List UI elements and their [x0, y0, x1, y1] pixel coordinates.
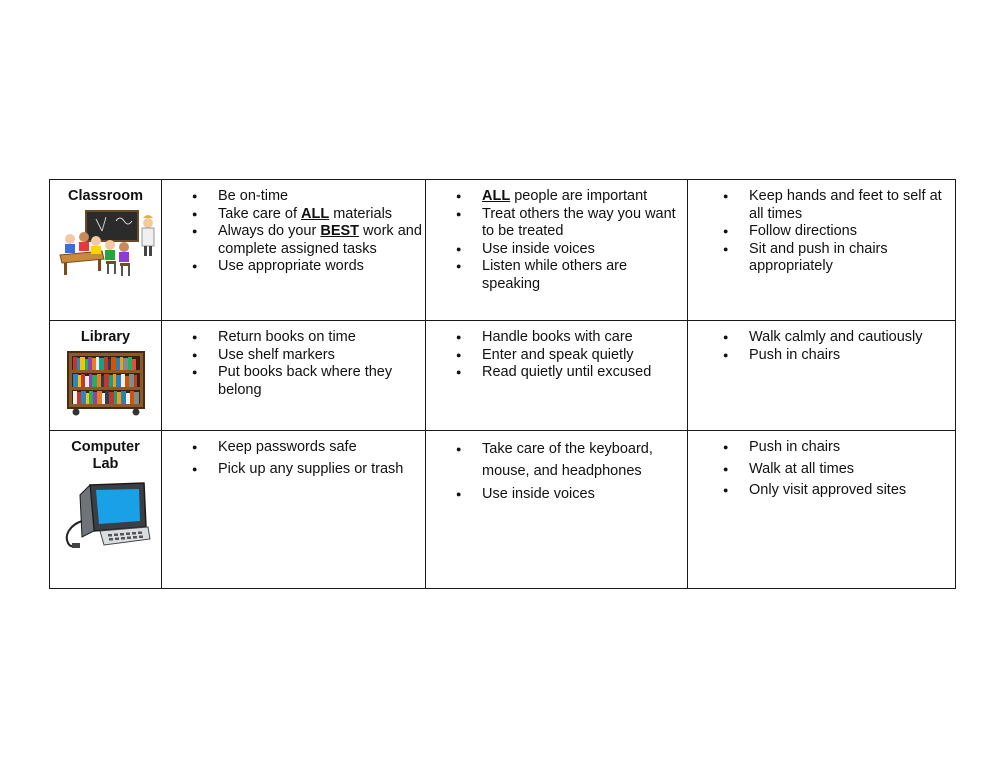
rule-text: people are important	[510, 188, 648, 204]
table-row-computer-lab	[50, 431, 956, 589]
rule-list	[162, 439, 425, 478]
rule-list	[426, 188, 687, 294]
list-item: ● Pick up any supplies or trash	[192, 461, 425, 479]
respectful-cell-library	[426, 321, 688, 431]
list-item: ● Follow directions	[723, 223, 955, 241]
computer-icon	[60, 481, 152, 555]
list-item: ● Take care of the keyboard, mouse, and headphones	[456, 439, 687, 482]
rule-text: Always do your	[218, 223, 321, 240]
list-item: ● Push in chairs	[723, 347, 955, 365]
rule-list	[162, 329, 425, 399]
setting-name: Classroom	[68, 188, 143, 204]
responsible-cell-classroom	[162, 180, 426, 321]
setting-name: Computer Lab	[71, 439, 140, 472]
respectful-cell-classroom	[426, 180, 688, 321]
emphasis-text: BEST	[320, 223, 360, 240]
list-item	[192, 223, 425, 258]
rule-list	[688, 188, 955, 276]
safe-cell-library	[688, 321, 956, 431]
list-item: ● Be on-time	[192, 188, 425, 206]
rule-list	[426, 329, 687, 382]
list-item: ● Listen while others are speaking	[456, 258, 687, 293]
setting-cell-classroom	[50, 180, 162, 321]
list-item: ● Push in chairs	[723, 439, 955, 457]
list-item: ● Return books on time	[192, 329, 425, 347]
behavior-matrix-table	[49, 179, 956, 589]
rule-list	[688, 439, 955, 500]
rule-list	[162, 188, 425, 276]
safe-cell-classroom	[688, 180, 956, 321]
list-item: ● Read quietly until excused	[456, 364, 687, 382]
list-item: ● Keep hands and feet to self at all times	[723, 188, 955, 223]
list-item	[456, 188, 687, 206]
list-item: ● Use inside voices	[456, 241, 687, 259]
responsible-cell-library	[162, 321, 426, 431]
rule-list	[426, 439, 687, 504]
rule-text: materials	[329, 205, 393, 222]
list-item: ● Keep passwords safe	[192, 439, 425, 457]
setting-cell-computer-lab	[50, 431, 162, 589]
list-item: ● Walk calmly and cautiously	[723, 329, 955, 347]
list-item: ● Sit and push in chairs appropriately	[723, 241, 955, 276]
list-item: ● Walk at all times	[723, 461, 955, 479]
table-row-library	[50, 321, 956, 431]
list-item: ● Use appropriate words	[192, 258, 425, 276]
bookshelf-icon	[66, 350, 146, 416]
emphasis-text: ALL	[301, 205, 330, 222]
emphasis-text: ALL	[482, 188, 511, 204]
classroom-icon	[56, 209, 156, 279]
safe-cell-computer-lab	[688, 431, 956, 589]
responsible-cell-computer-lab	[162, 431, 426, 589]
rule-text: Take care of	[218, 205, 302, 222]
table-row-classroom	[50, 180, 956, 321]
setting-name: Library	[80, 329, 131, 345]
list-item: ● Handle books with care	[456, 329, 687, 347]
list-item: ● Enter and speak quietly	[456, 347, 687, 365]
list-item: ● Put books back where they belong	[192, 364, 425, 399]
rule-text: work and complete assigned tasks	[218, 223, 422, 257]
list-item: ● Only visit approved sites	[723, 482, 955, 500]
setting-cell-library	[50, 321, 162, 431]
list-item	[192, 206, 425, 224]
list-item: ● Use inside voices	[456, 486, 687, 504]
rule-list	[688, 329, 955, 364]
list-item: ● Treat others the way you want to be treated	[456, 206, 687, 241]
respectful-cell-computer-lab	[426, 431, 688, 589]
list-item: ● Use shelf markers	[192, 347, 425, 365]
